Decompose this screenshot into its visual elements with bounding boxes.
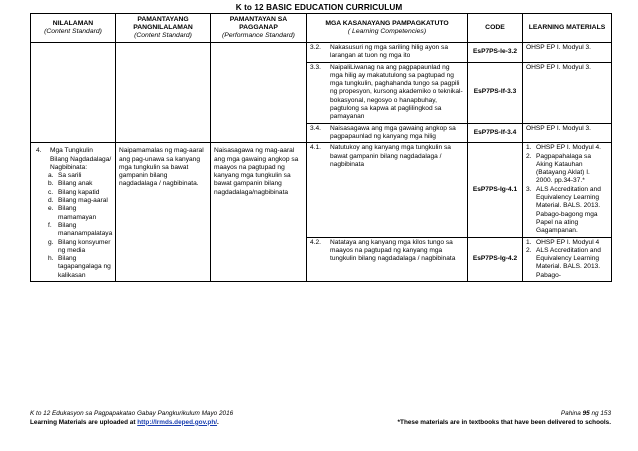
material-item: 1. OHSP EP I. Modyul 4: [526, 238, 600, 246]
header-code: CODE: [468, 14, 523, 43]
content-cell-empty: [31, 43, 116, 143]
footer-right: [398, 410, 611, 427]
material-item: 2. Pagpapahalaga sa Aking Katauhan (Batayang Aklat) I. 2000. pp.34-37.*: [526, 152, 591, 185]
competency-text: Natutukoy ang kanyang mga tungkulin sa bawat gampanin bilang nagdadalaga / nagbibinata: [330, 144, 451, 168]
content-item: h. Bilang tagapangalaga ng kalikasan: [48, 255, 111, 279]
content-item: e. Bilang mamamayan: [48, 205, 97, 221]
content-standard-cell: Naipamamalas ng mag-aaral ang pag-unawa sa kanyang mga tungkulin sa bawat gampanin bilang nagdadalaga / nagbibinata.: [116, 143, 211, 282]
content-number: 4.: [36, 147, 42, 155]
footer-uploaded-text: Learning Materials are uploaded at: [30, 418, 138, 426]
competency-cell: [307, 62, 468, 123]
curriculum-table: [30, 13, 612, 282]
competency-number: 3.3.: [310, 63, 321, 71]
page-indicator: Pahina 95 ng 153: [560, 410, 611, 417]
content-standard-cell-empty: [116, 43, 211, 143]
materials-cell: OHSP EP I. Modyul 3.: [523, 43, 612, 63]
code-cell: EsP7PS-If-3.4: [468, 123, 523, 143]
header-performance-standard: PAMANTAYAN SA PAGGANAP (Performance Standard): [211, 14, 307, 43]
table-row: [31, 143, 612, 237]
content-cell: [31, 143, 116, 282]
competency-cell: [307, 43, 468, 63]
competency-text: Natataya ang kanyang mga kilos tungo sa maayos na pagtupad ng kanyang mga tungkulin bilang nagdadalaga / nagbibinata: [330, 238, 456, 263]
table-header-row: [31, 14, 612, 43]
content-title: Mga Tungkulin Bilang Nagdadalaga/ Nagbibinata:: [50, 147, 112, 171]
content-item: g. Bilang konsyumer ng media: [48, 238, 111, 254]
lrmds-link[interactable]: http://lrmds.deped.gov.ph/: [137, 418, 218, 426]
content-item: d. Bilang mag-aaral: [48, 197, 108, 205]
material-item: 1. OHSP EP I. Modyul 4.: [526, 144, 601, 152]
materials-cell: OHSP EP I. Modyul 3.: [523, 62, 612, 123]
competency-text: Naisasagawa ang mga gawaing angkop sa pagpapaunlad ng kanyang mga hilig: [330, 124, 456, 140]
content-item: a. Sa sarili: [48, 172, 82, 180]
competency-cell: [307, 237, 468, 281]
content-item: c. Bilang kapatid: [48, 188, 100, 196]
code-cell: EsP7PS-If-3.3: [468, 62, 523, 123]
competency-text: NaipaliLiwanag na ang pagpapaunlad ng mga hilig ay makatutulong sa pagtupad ng mga tungkulin, paghahanda tungo sa pagpili ng propesyon, kursong akademiko o teknikal-bokasyonal, negosyo o hanapbuhay, pagtulong sa kapwa at paglilingkod sa pamayanan: [330, 63, 463, 121]
materials-cell: [523, 237, 612, 281]
material-item: 2. ALS Accreditation and Equivalency Learning Material. BALS. 2013. Pabago-: [526, 246, 601, 279]
footer-left: K to 12 Edukasyon sa Pagpapakatao Gabay Pangkurikulum Mayo 2016 Learning Materials are uploaded at http://lrmds.deped.gov.ph/.: [30, 410, 234, 426]
footer-note: *These materials are in textbooks that have been delivered to schools.: [397, 418, 611, 426]
competency-number: 4.1.: [310, 144, 321, 152]
material-item: 3. ALS Accreditation and Equivalency Learning Material. BALS. 2013. Pabago-bagong mga Papel na ating Gagampanan.: [526, 185, 601, 235]
code-cell: EsP7PS-Ig-4.2: [468, 237, 523, 281]
code-cell: EsP7PS-Ig-4.1: [468, 143, 523, 237]
competency-number: 4.2.: [310, 238, 321, 246]
header-content-standard: PAMANTAYANG PANGNILALAMAN (Content Standard): [116, 14, 211, 43]
table-row: [31, 43, 612, 63]
competency-cell: [307, 143, 468, 237]
content-item: f. Bilang mananampalataya: [48, 221, 113, 238]
footer-curriculum-guide: K to 12 Edukasyon sa Pagpapakatao Gabay Pangkurikulum Mayo 2016: [30, 410, 234, 417]
materials-cell: OHSP EP I. Modyul 3.: [523, 123, 612, 143]
code-cell: EsP7PS-Ie-3.2: [468, 43, 523, 63]
document-title: K to 12 BASIC EDUCATION CURRICULUM: [235, 3, 403, 12]
competency-cell: [307, 123, 468, 143]
header-learning-competencies: MGA KASANAYANG PAMPAGKATUTO ( Learning Competencies): [307, 14, 468, 43]
content-item: b. Bilang anak: [48, 180, 93, 188]
header-content: NILALAMAN (Content Standard): [31, 14, 116, 43]
header-learning-materials: LEARNING MATERIALS: [523, 14, 612, 43]
performance-standard-cell: Naisasagawa ng mag-aaral ang mga gawaing angkop sa maayos na pagtupad ng kanyang mga tungkulin sa bawat gampanin bilang nagdadalaga/nagbibinata: [211, 143, 307, 282]
page-number: 95: [582, 410, 590, 417]
materials-cell: [523, 143, 612, 237]
performance-cell-empty: [211, 43, 307, 143]
competency-text: Nakasusuri ng mga sariling hilig ayon sa larangan at tuon ng mga ito: [330, 44, 449, 60]
competency-number: 3.4.: [310, 124, 321, 132]
competency-number: 3.2.: [310, 44, 321, 51]
